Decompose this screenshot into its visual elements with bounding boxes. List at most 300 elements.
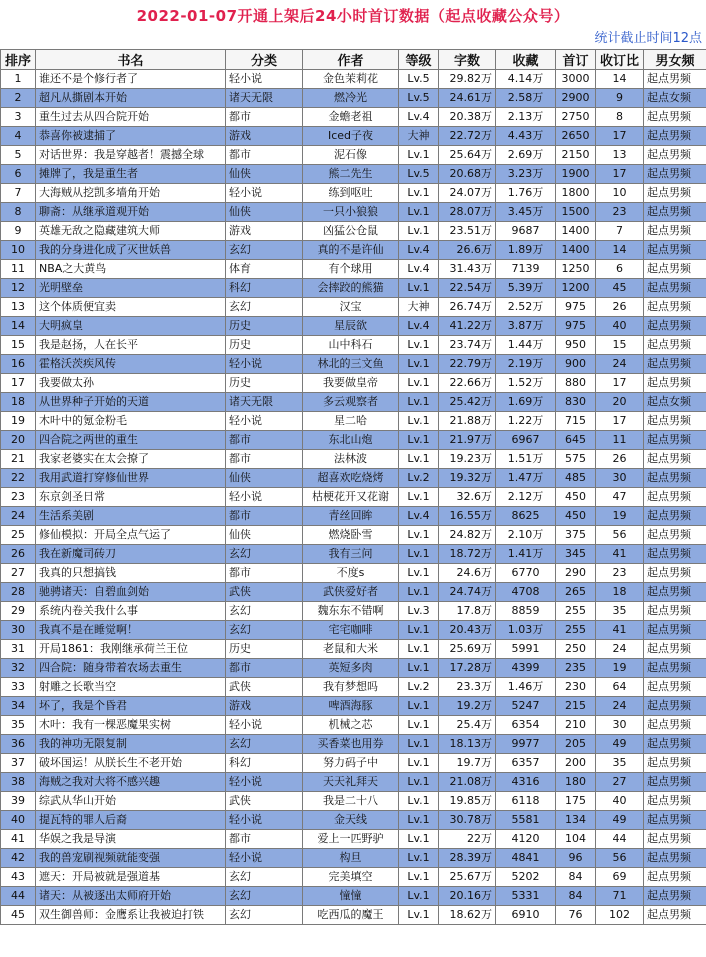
cell-favorites: 2.52万 (496, 298, 556, 317)
cell-level: Lv.5 (399, 89, 439, 108)
cell-author: 汉宝 (303, 298, 399, 317)
cell-channel: 起点女频 (644, 393, 706, 412)
cell-author: 一只小狼狼 (303, 203, 399, 222)
cell-fav-sub-ratio: 23 (596, 203, 644, 222)
cell-fav-sub-ratio: 17 (596, 412, 644, 431)
table-row (1, 469, 706, 488)
header-author: 作者 (303, 50, 399, 70)
cell-favorites: 2.19万 (496, 355, 556, 374)
cell-book-name: 大明疯皇 (36, 317, 226, 336)
cell-fav-sub-ratio: 13 (596, 146, 644, 165)
cell-fav-sub-ratio: 20 (596, 393, 644, 412)
cell-author: 练到呕吐 (303, 184, 399, 203)
cell-channel: 起点男频 (644, 849, 706, 868)
cell-fav-sub-ratio: 18 (596, 583, 644, 602)
cell-level: Lv.4 (399, 317, 439, 336)
cell-book-name: 我的神功无限复制 (36, 735, 226, 754)
cell-rank: 7 (1, 184, 36, 203)
cell-book-name: 摊牌了，我是重生者 (36, 165, 226, 184)
cell-author: 枯梗花开又花谢 (303, 488, 399, 507)
cell-channel: 起点男频 (644, 222, 706, 241)
table-row (1, 146, 706, 165)
cell-fav-sub-ratio: 56 (596, 526, 644, 545)
cell-rank: 14 (1, 317, 36, 336)
cell-category: 都市 (226, 450, 303, 469)
cell-fav-sub-ratio: 7 (596, 222, 644, 241)
cell-book-name: 海贼之我对大将不感兴趣 (36, 773, 226, 792)
cell-fav-sub-ratio: 26 (596, 450, 644, 469)
cell-level: Lv.1 (399, 355, 439, 374)
table-row (1, 868, 706, 887)
cell-first-subs: 645 (556, 431, 596, 450)
cell-fav-sub-ratio: 41 (596, 621, 644, 640)
cell-level: Lv.1 (399, 697, 439, 716)
cell-fav-sub-ratio: 35 (596, 602, 644, 621)
cell-first-subs: 450 (556, 488, 596, 507)
cell-category: 仙侠 (226, 526, 303, 545)
cell-fav-sub-ratio: 17 (596, 374, 644, 393)
cell-book-name: 谁还不是个修行者了 (36, 70, 226, 89)
cell-fav-sub-ratio: 40 (596, 317, 644, 336)
cell-first-subs: 2900 (556, 89, 596, 108)
cell-rank: 31 (1, 640, 36, 659)
cell-level: Lv.1 (399, 545, 439, 564)
cell-fav-sub-ratio: 24 (596, 697, 644, 716)
cell-rank: 45 (1, 906, 36, 925)
cell-first-subs: 485 (556, 469, 596, 488)
cell-category: 轻小说 (226, 716, 303, 735)
cell-first-subs: 880 (556, 374, 596, 393)
cell-category: 历史 (226, 317, 303, 336)
cell-rank: 35 (1, 716, 36, 735)
cell-rank: 42 (1, 849, 36, 868)
cell-author: 努力码子中 (303, 754, 399, 773)
cell-first-subs: 575 (556, 450, 596, 469)
table-row (1, 203, 706, 222)
cell-category: 诸天无限 (226, 393, 303, 412)
cell-rank: 27 (1, 564, 36, 583)
cell-category: 都市 (226, 564, 303, 583)
cell-channel: 起点男频 (644, 260, 706, 279)
table-row (1, 393, 706, 412)
cell-channel: 起点男频 (644, 678, 706, 697)
cell-channel: 起点男频 (644, 906, 706, 925)
cell-book-name: 华娱之我是导演 (36, 830, 226, 849)
cell-word-count: 18.13万 (439, 735, 496, 754)
cell-rank: 34 (1, 697, 36, 716)
cell-fav-sub-ratio: 14 (596, 70, 644, 89)
cell-author: 山中科石 (303, 336, 399, 355)
cell-rank: 30 (1, 621, 36, 640)
cell-favorites: 3.45万 (496, 203, 556, 222)
cell-word-count: 20.16万 (439, 887, 496, 906)
cell-rank: 20 (1, 431, 36, 450)
cell-favorites: 4316 (496, 773, 556, 792)
table-row (1, 222, 706, 241)
cell-level: Lv.1 (399, 849, 439, 868)
cell-level: Lv.5 (399, 70, 439, 89)
cell-category: 仙侠 (226, 203, 303, 222)
cell-favorites: 4.14万 (496, 70, 556, 89)
cell-category: 历史 (226, 640, 303, 659)
cell-word-count: 18.62万 (439, 906, 496, 925)
cell-book-name: 诸天：从被逐出太师府开始 (36, 887, 226, 906)
cell-first-subs: 1500 (556, 203, 596, 222)
cell-channel: 起点男频 (644, 469, 706, 488)
cell-book-name: 四合院之两世的重生 (36, 431, 226, 450)
cell-first-subs: 210 (556, 716, 596, 735)
cell-channel: 起点男频 (644, 279, 706, 298)
cell-word-count: 25.4万 (439, 716, 496, 735)
header-fav-sub-ratio: 收订比 (596, 50, 644, 70)
cell-channel: 起点男频 (644, 621, 706, 640)
cell-rank: 15 (1, 336, 36, 355)
cell-level: Lv.1 (399, 887, 439, 906)
cell-word-count: 22万 (439, 830, 496, 849)
cell-fav-sub-ratio: 64 (596, 678, 644, 697)
cell-word-count: 17.28万 (439, 659, 496, 678)
table-row (1, 298, 706, 317)
cell-level: 大神 (399, 127, 439, 146)
cell-favorites: 1.22万 (496, 412, 556, 431)
cell-favorites: 4399 (496, 659, 556, 678)
cell-favorites: 2.12万 (496, 488, 556, 507)
cell-first-subs: 265 (556, 583, 596, 602)
cell-word-count: 23.74万 (439, 336, 496, 355)
cell-category: 游戏 (226, 222, 303, 241)
cell-fav-sub-ratio: 19 (596, 659, 644, 678)
cell-word-count: 18.72万 (439, 545, 496, 564)
cell-author: 凶猛公仓鼠 (303, 222, 399, 241)
cell-rank: 8 (1, 203, 36, 222)
cell-level: Lv.1 (399, 564, 439, 583)
cell-fav-sub-ratio: 15 (596, 336, 644, 355)
table-row (1, 887, 706, 906)
cell-book-name: 双生御兽师：金鹰系让我被迫打铁 (36, 906, 226, 925)
cell-word-count: 25.64万 (439, 146, 496, 165)
table-row (1, 773, 706, 792)
cell-channel: 起点男频 (644, 108, 706, 127)
cell-category: 科幻 (226, 754, 303, 773)
cell-category: 都市 (226, 659, 303, 678)
cell-level: Lv.1 (399, 754, 439, 773)
cell-category: 仙侠 (226, 165, 303, 184)
cell-first-subs: 134 (556, 811, 596, 830)
cell-first-subs: 200 (556, 754, 596, 773)
cell-category: 轻小说 (226, 488, 303, 507)
cell-word-count: 22.66万 (439, 374, 496, 393)
cell-book-name: 提瓦特的罪人后裔 (36, 811, 226, 830)
cell-first-subs: 1800 (556, 184, 596, 203)
cell-rank: 3 (1, 108, 36, 127)
table-row (1, 583, 706, 602)
cell-category: 游戏 (226, 127, 303, 146)
cell-book-name: 重生过去从四合院开始 (36, 108, 226, 127)
cell-level: Lv.1 (399, 279, 439, 298)
cell-book-name: 破坏国运！从朕长生不老开始 (36, 754, 226, 773)
table-row (1, 165, 706, 184)
cell-word-count: 30.78万 (439, 811, 496, 830)
cell-rank: 23 (1, 488, 36, 507)
cell-rank: 18 (1, 393, 36, 412)
cell-fav-sub-ratio: 8 (596, 108, 644, 127)
cell-level: Lv.1 (399, 526, 439, 545)
cell-level: Lv.1 (399, 640, 439, 659)
cell-first-subs: 2750 (556, 108, 596, 127)
cell-channel: 起点男频 (644, 697, 706, 716)
cell-favorites: 5581 (496, 811, 556, 830)
cell-rank: 24 (1, 507, 36, 526)
cell-author: 爱上一匹野驴 (303, 830, 399, 849)
cell-first-subs: 1900 (556, 165, 596, 184)
cell-author: 不度s (303, 564, 399, 583)
cell-author: 青丝回眸 (303, 507, 399, 526)
cell-book-name: 坏了，我是个昏君 (36, 697, 226, 716)
cell-fav-sub-ratio: 56 (596, 849, 644, 868)
cutoff-note: 统计截止时间12点 (594, 31, 702, 46)
cell-first-subs: 255 (556, 621, 596, 640)
cell-channel: 起点男频 (644, 526, 706, 545)
cell-fav-sub-ratio: 26 (596, 298, 644, 317)
cell-word-count: 21.08万 (439, 773, 496, 792)
cell-category: 仙侠 (226, 469, 303, 488)
cell-rank: 26 (1, 545, 36, 564)
cell-category: 都市 (226, 108, 303, 127)
cell-book-name: 聊斋：从继承道观开始 (36, 203, 226, 222)
table-row (1, 526, 706, 545)
cell-category: 轻小说 (226, 849, 303, 868)
cell-book-name: 我在新魔司砖刀 (36, 545, 226, 564)
cell-level: Lv.1 (399, 811, 439, 830)
cell-level: Lv.1 (399, 203, 439, 222)
cell-favorites: 2.58万 (496, 89, 556, 108)
cell-category: 武侠 (226, 583, 303, 602)
cell-level: Lv.4 (399, 507, 439, 526)
table-row (1, 431, 706, 450)
cell-first-subs: 1250 (556, 260, 596, 279)
table-row (1, 678, 706, 697)
cell-book-name: 英雄无敌之隐藏建筑大师 (36, 222, 226, 241)
cell-level: Lv.4 (399, 108, 439, 127)
cell-book-name: 我真的只想搞钱 (36, 564, 226, 583)
table-row (1, 241, 706, 260)
cell-fav-sub-ratio: 11 (596, 431, 644, 450)
cell-category: 体育 (226, 260, 303, 279)
cell-first-subs: 715 (556, 412, 596, 431)
cell-rank: 17 (1, 374, 36, 393)
table-row (1, 735, 706, 754)
cell-category: 武侠 (226, 792, 303, 811)
cell-category: 玄幻 (226, 298, 303, 317)
cell-level: Lv.1 (399, 222, 439, 241)
cell-rank: 41 (1, 830, 36, 849)
table-row (1, 374, 706, 393)
cell-channel: 起点男频 (644, 298, 706, 317)
cell-category: 玄幻 (226, 735, 303, 754)
cell-fav-sub-ratio: 30 (596, 469, 644, 488)
cell-author: 天天礼拜天 (303, 773, 399, 792)
table-row (1, 184, 706, 203)
cell-level: Lv.1 (399, 431, 439, 450)
cell-rank: 22 (1, 469, 36, 488)
table-row (1, 640, 706, 659)
cell-first-subs: 1400 (556, 241, 596, 260)
cell-rank: 32 (1, 659, 36, 678)
cell-favorites: 9977 (496, 735, 556, 754)
cell-book-name: 我的兽宠刷视频就能变强 (36, 849, 226, 868)
cell-level: Lv.1 (399, 735, 439, 754)
cell-author: 法林波 (303, 450, 399, 469)
cell-level: Lv.4 (399, 241, 439, 260)
cell-favorites: 6770 (496, 564, 556, 583)
cell-channel: 起点男频 (644, 754, 706, 773)
cell-category: 轻小说 (226, 184, 303, 203)
cell-author: 金色茉莉花 (303, 70, 399, 89)
cell-book-name: 我用武道打穿修仙世界 (36, 469, 226, 488)
cell-level: Lv.1 (399, 621, 439, 640)
subscription-table (0, 49, 706, 925)
cell-channel: 起点男频 (644, 640, 706, 659)
cell-first-subs: 2650 (556, 127, 596, 146)
cell-word-count: 28.07万 (439, 203, 496, 222)
cell-rank: 21 (1, 450, 36, 469)
cell-author: 吃西瓜的魔王 (303, 906, 399, 925)
cell-rank: 2 (1, 89, 36, 108)
table-row (1, 659, 706, 678)
cell-favorites: 3.87万 (496, 317, 556, 336)
cell-channel: 起点男频 (644, 412, 706, 431)
cell-word-count: 29.82万 (439, 70, 496, 89)
cell-category: 玄幻 (226, 906, 303, 925)
cell-word-count: 19.85万 (439, 792, 496, 811)
cell-word-count: 22.54万 (439, 279, 496, 298)
cell-category: 轻小说 (226, 773, 303, 792)
cell-fav-sub-ratio: 35 (596, 754, 644, 773)
cell-rank: 39 (1, 792, 36, 811)
cell-book-name: 光明壁垒 (36, 279, 226, 298)
cell-channel: 起点男频 (644, 507, 706, 526)
cell-fav-sub-ratio: 17 (596, 127, 644, 146)
cell-author: 星辰欲 (303, 317, 399, 336)
cell-fav-sub-ratio: 6 (596, 260, 644, 279)
cell-author: 宅宅咖啡 (303, 621, 399, 640)
cell-rank: 1 (1, 70, 36, 89)
cell-word-count: 22.72万 (439, 127, 496, 146)
cell-channel: 起点男频 (644, 146, 706, 165)
cell-book-name: 木叶中的氪金粉毛 (36, 412, 226, 431)
table-row (1, 355, 706, 374)
cell-word-count: 19.23万 (439, 450, 496, 469)
cell-rank: 6 (1, 165, 36, 184)
cell-channel: 起点男频 (644, 545, 706, 564)
cell-rank: 4 (1, 127, 36, 146)
cell-first-subs: 250 (556, 640, 596, 659)
table-row (1, 507, 706, 526)
cell-rank: 38 (1, 773, 36, 792)
cell-first-subs: 3000 (556, 70, 596, 89)
table-row (1, 412, 706, 431)
cell-author: 我是二十八 (303, 792, 399, 811)
cell-category: 都市 (226, 431, 303, 450)
cell-favorites: 5.39万 (496, 279, 556, 298)
cell-first-subs: 290 (556, 564, 596, 583)
cell-word-count: 41.22万 (439, 317, 496, 336)
cell-rank: 25 (1, 526, 36, 545)
cell-author: 超喜欢吃烧烤 (303, 469, 399, 488)
table-row (1, 697, 706, 716)
cell-level: Lv.1 (399, 583, 439, 602)
cell-channel: 起点男频 (644, 241, 706, 260)
cell-category: 游戏 (226, 697, 303, 716)
page-title: 2022-01-07开通上架后24小时首订数据（起点收藏公众号） (136, 7, 570, 25)
cell-fav-sub-ratio: 14 (596, 241, 644, 260)
cell-fav-sub-ratio: 41 (596, 545, 644, 564)
cell-level: Lv.2 (399, 678, 439, 697)
cell-book-name: 我真不是在睡觉啊！ (36, 621, 226, 640)
cell-channel: 起点男频 (644, 127, 706, 146)
table-row (1, 108, 706, 127)
cell-word-count: 25.69万 (439, 640, 496, 659)
cell-first-subs: 975 (556, 317, 596, 336)
cell-word-count: 17.8万 (439, 602, 496, 621)
table-row (1, 336, 706, 355)
cell-word-count: 24.6万 (439, 564, 496, 583)
cell-book-name: 修仙模拟：开局全点气运了 (36, 526, 226, 545)
cell-fav-sub-ratio: 71 (596, 887, 644, 906)
header-first-subs: 首订 (556, 50, 596, 70)
cell-author: 熊二先生 (303, 165, 399, 184)
cell-author: 买香菜也用券 (303, 735, 399, 754)
cell-channel: 起点男频 (644, 488, 706, 507)
cell-level: Lv.1 (399, 868, 439, 887)
cell-favorites: 5247 (496, 697, 556, 716)
cell-word-count: 19.7万 (439, 754, 496, 773)
cell-fav-sub-ratio: 44 (596, 830, 644, 849)
cell-favorites: 4120 (496, 830, 556, 849)
cell-category: 玄幻 (226, 887, 303, 906)
cell-favorites: 1.47万 (496, 469, 556, 488)
cell-author: 金天线 (303, 811, 399, 830)
cell-category: 轻小说 (226, 355, 303, 374)
cell-favorites: 2.13万 (496, 108, 556, 127)
cell-word-count: 22.79万 (439, 355, 496, 374)
cell-rank: 9 (1, 222, 36, 241)
table-header-row (1, 50, 706, 70)
cell-author: 多云观察者 (303, 393, 399, 412)
cell-word-count: 23.3万 (439, 678, 496, 697)
cell-first-subs: 1200 (556, 279, 596, 298)
cell-favorites: 1.89万 (496, 241, 556, 260)
cell-word-count: 20.43万 (439, 621, 496, 640)
cell-rank: 43 (1, 868, 36, 887)
cell-author: 真的不是许仙 (303, 241, 399, 260)
cell-book-name: 从世界种子开始的天道 (36, 393, 226, 412)
cell-first-subs: 345 (556, 545, 596, 564)
cell-book-name: 霍格沃茨疾风传 (36, 355, 226, 374)
cell-author: 武侠爱好者 (303, 583, 399, 602)
cell-word-count: 25.67万 (439, 868, 496, 887)
cell-book-name: 大海贼从挖凯多墙角开始 (36, 184, 226, 203)
cell-favorites: 1.46万 (496, 678, 556, 697)
table-row (1, 849, 706, 868)
table-row (1, 906, 706, 925)
cell-word-count: 23.51万 (439, 222, 496, 241)
cell-channel: 起点男频 (644, 887, 706, 906)
cell-first-subs: 830 (556, 393, 596, 412)
cell-rank: 36 (1, 735, 36, 754)
cell-word-count: 16.55万 (439, 507, 496, 526)
cell-author: 燃烧卧雪 (303, 526, 399, 545)
